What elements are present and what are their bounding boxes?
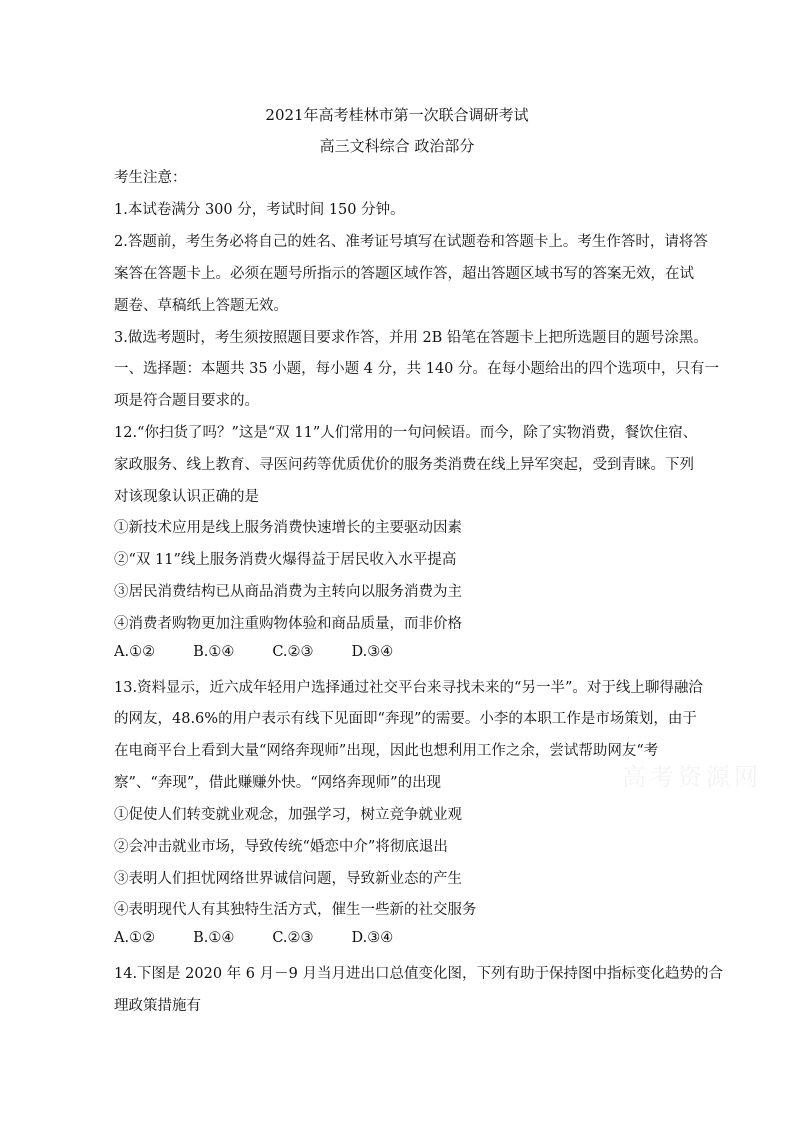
notice-item: 3.做选考题时，考生须按照题目要求作答，并用 2B 铅笔在答题卡上把所选题目的题号涂黑。 — [114, 330, 708, 346]
q13-options — [114, 930, 431, 946]
q13-statement: ④表明现代人有其独特生活方式，催生一些新的社交服务 — [114, 902, 477, 918]
section-instruction: 一、选择题：本题共 35 小题，每小题 4 分，共 140 分。在每小题给出的四个选项中，只有一 — [114, 361, 720, 377]
section-instruction: 项是符合题目要求的。 — [114, 393, 259, 409]
q13-statement: ③表明人们担忧网络世界诚信问题，导致新业态的产生 — [114, 871, 462, 887]
watermark: 高考资源网 — [622, 763, 762, 791]
notice-item: 题卷、草稿纸上答题无效。 — [114, 298, 288, 314]
q13-stem: 在电商平台上看到大量“网络奔现师”出现，因此也想利用工作之余，尝试帮助网友“考 — [114, 743, 659, 759]
q13-option-a[interactable]: A.①② — [114, 930, 156, 946]
q13-statement: ②会冲击就业市场，导致传统“婚恋中介”将彻底退出 — [114, 839, 448, 855]
q13-option-b[interactable]: B.①④ — [193, 930, 235, 946]
q12-statement: ①新技术应用是线上服务消费快速增长的主要驱动因素 — [114, 520, 462, 536]
q12-option-d[interactable]: D.③④ — [351, 644, 394, 660]
q12-stem: 家政服务、线上教育、寻医问药等优质优价的服务类消费在线上异军突起，受到青睐。下列 — [114, 457, 694, 473]
exam-title: 2021年高考桂林市第一次联合调研考试 — [265, 106, 529, 124]
q12-statement: ②“双 11”线上服务消费火爆得益于居民收入水平提高 — [114, 552, 457, 568]
notice-item: 2.答题前，考生务必将自己的姓名、准考证号填写在试题卷和答题卡上。考生作答时，请将答 — [114, 234, 708, 250]
q13-option-d[interactable]: D.③④ — [351, 930, 394, 946]
q13-stem: 察”、“奔现”，借此赚赚外快。“网络奔现师”的出现 — [114, 775, 442, 791]
q12-option-b[interactable]: B.①④ — [193, 644, 235, 660]
q12-stem: 对该现象认识正确的是 — [114, 489, 259, 505]
q13-statement: ①促使人们转变就业观念，加强学习，树立竞争就业观 — [114, 807, 462, 823]
q13-option-c[interactable]: C.②③ — [272, 930, 314, 946]
q13-stem: 13.资料显示，近六成年轻用户选择通过社交平台来寻找未来的“另一半”。对于线上聊得融洽 — [114, 680, 703, 696]
exam-subtitle: 高三文科综合 政治部分 — [319, 137, 475, 155]
q14-stem: 理政策措施有 — [114, 998, 201, 1014]
q12-statement: ③居民消费结构已从商品消费为主转向以服务消费为主 — [114, 584, 462, 600]
q12-option-c[interactable]: C.②③ — [272, 644, 314, 660]
notice-item: 1.本试卷满分 300 分，考试时间 150 分钟。 — [114, 202, 405, 218]
q12-option-a[interactable]: A.①② — [114, 644, 156, 660]
notice-heading: 考生注意： — [114, 170, 187, 186]
q12-statement: ④消费者购物更加注重购物体验和商品质量，而非价格 — [114, 616, 462, 632]
q12-options — [114, 644, 431, 660]
q12-stem: 12.“你扫货了吗？”这是“双 11”人们常用的一句问候语。而今，除了实物消费，餐饮住宿、 — [114, 425, 698, 441]
q13-stem: 的网友，48.6%的用户表示有线下见面即“奔现”的需要。小李的本职工作是市场策划，由于 — [114, 711, 697, 727]
q14-stem: 14.下图是 2020 年 6 月－9 月当月进出口总值变化图，下列有助于保持图中指标变化趋势的合 — [114, 966, 723, 982]
notice-item: 案答在答题卡上。必须在题号所指示的答题区域作答，超出答题区域书写的答案无效，在试 — [114, 266, 694, 282]
